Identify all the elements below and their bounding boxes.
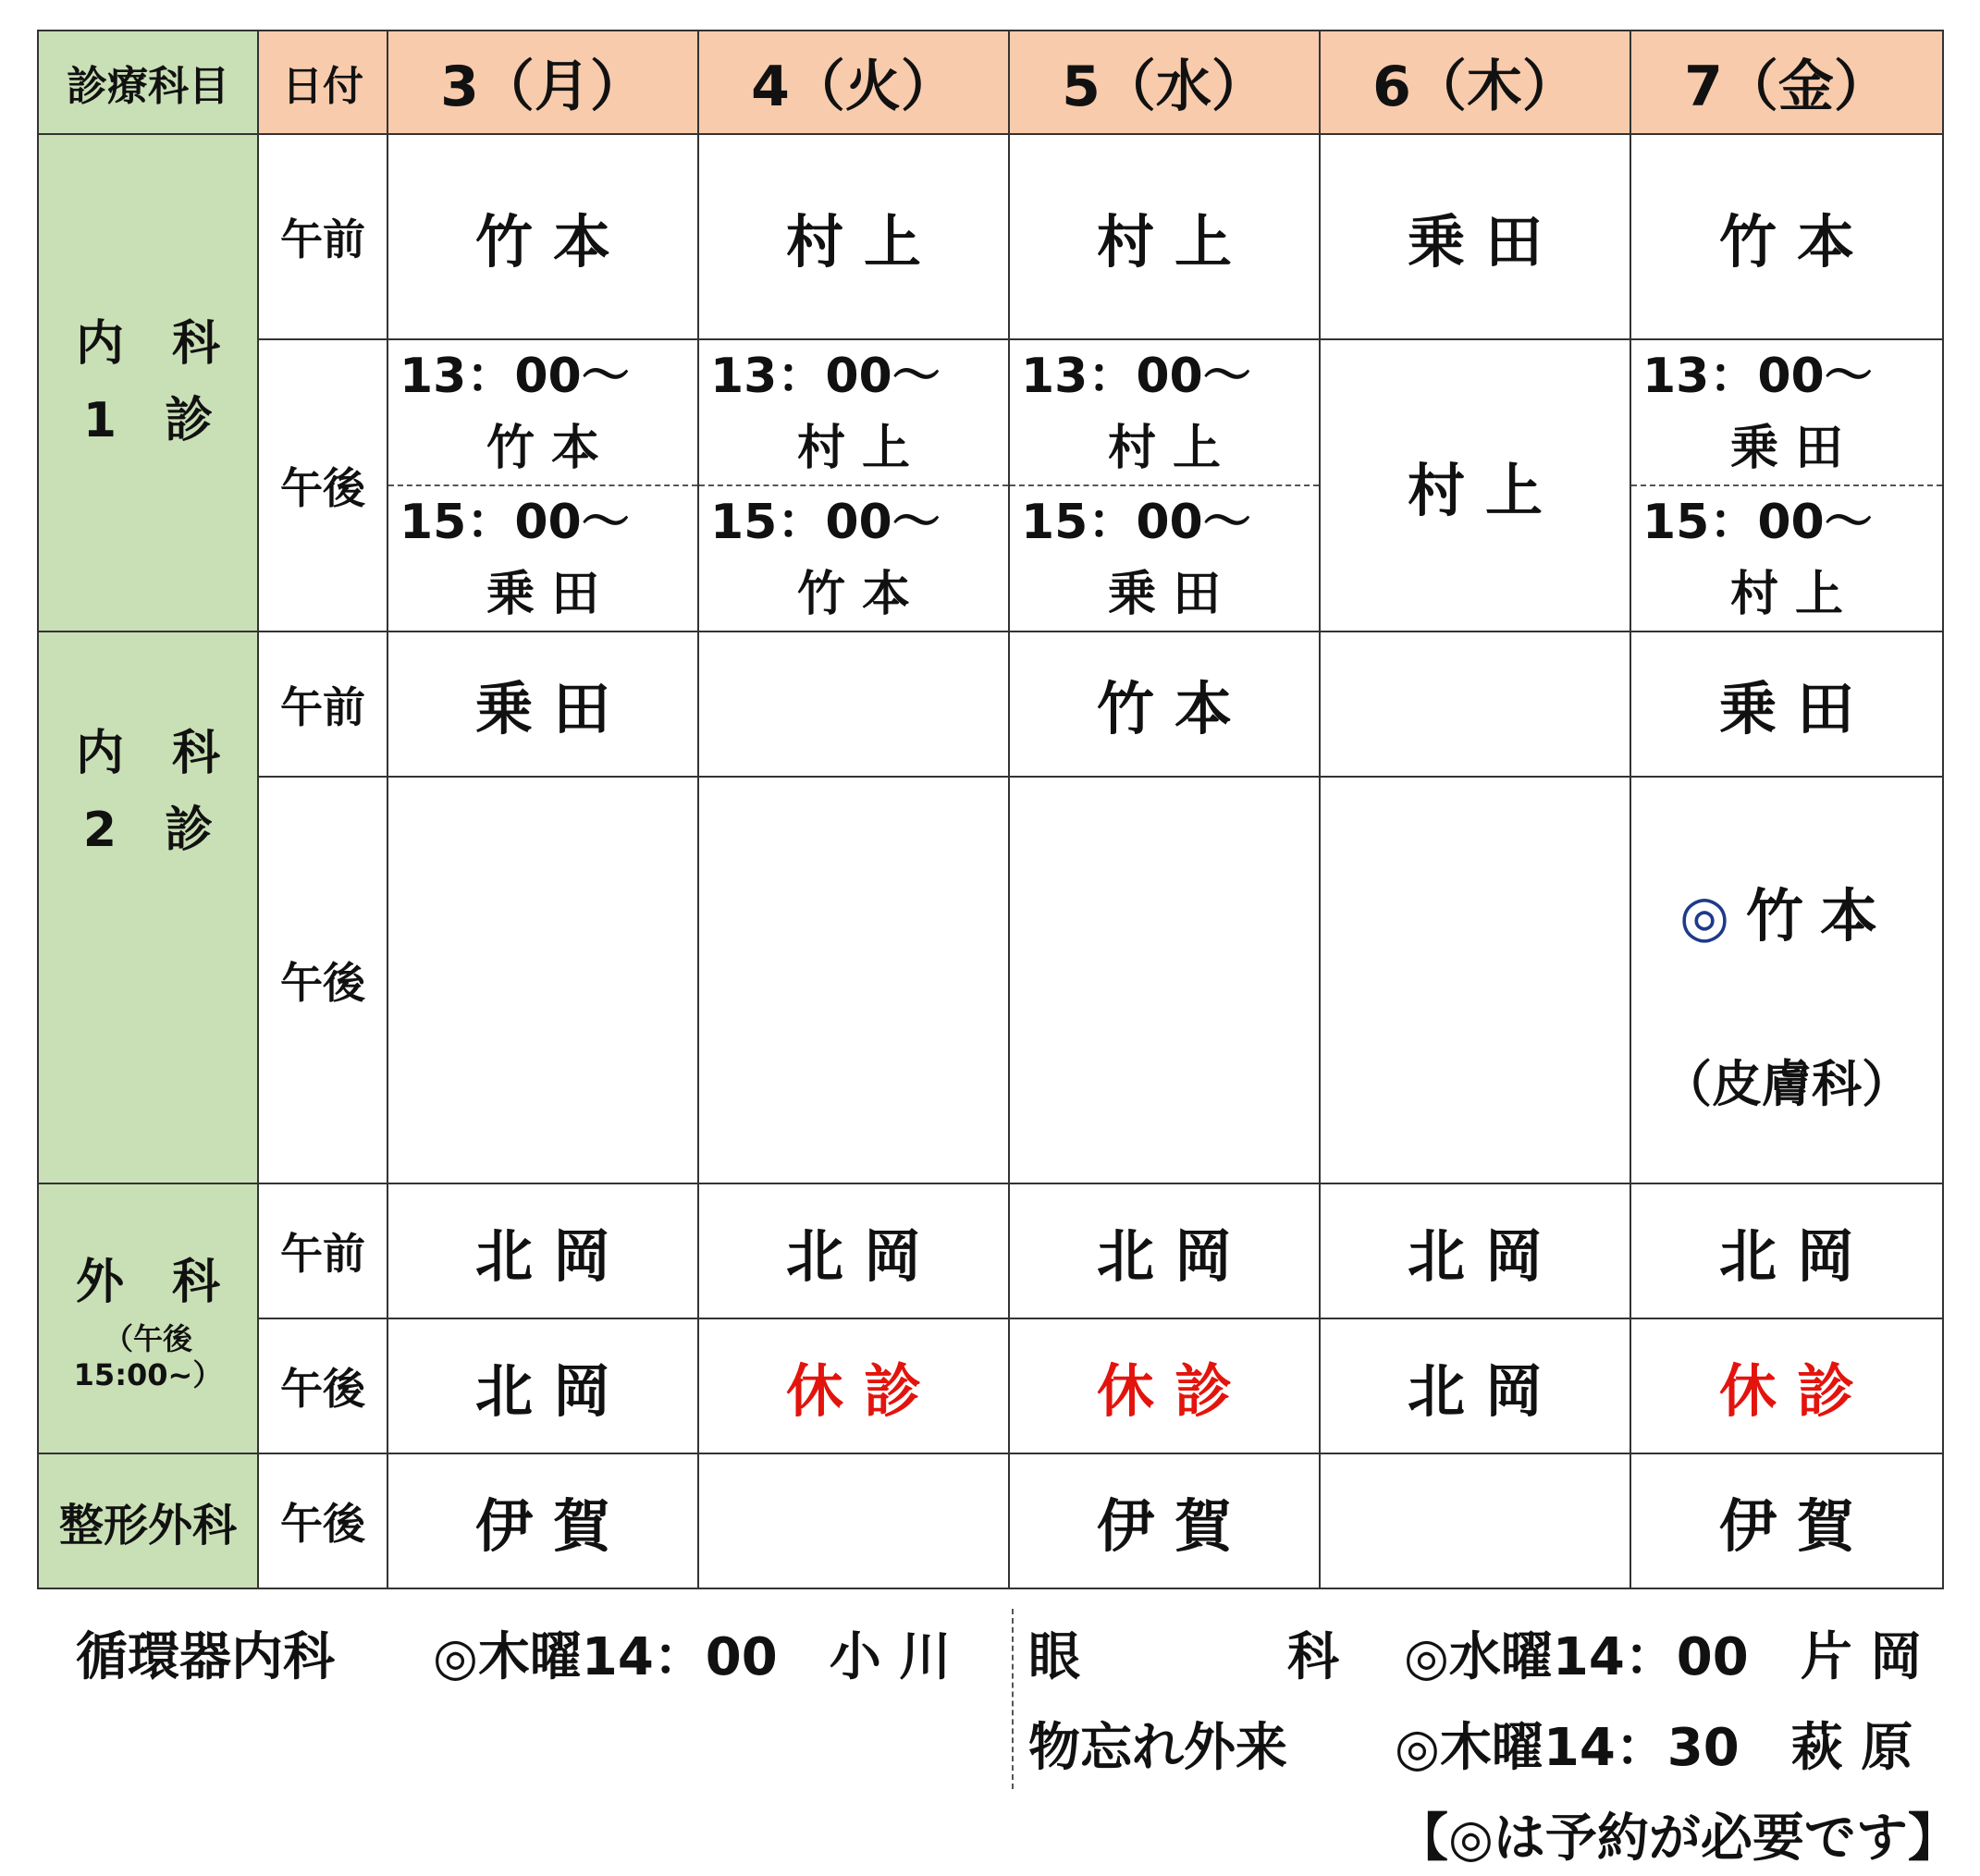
dept-naika1-line2: 1 診 — [82, 393, 214, 448]
ganka-info: ◎水曜14：00 片 岡 — [1404, 1627, 1923, 1687]
ganka-dept: 眼 科 — [1028, 1627, 1339, 1687]
slot-pm: 午後 — [258, 1453, 387, 1588]
naika2-pm-tue — [698, 777, 1009, 1183]
header-row — [38, 31, 1943, 134]
naika2-pm-row — [38, 777, 1943, 1183]
naika1-pm-mon — [387, 339, 698, 631]
naika1-pm-thu: 村上 — [1320, 339, 1630, 631]
geka-am-tue: 北岡 — [698, 1183, 1009, 1318]
date-header: 日付 — [258, 31, 387, 134]
day-header-thu: 6（木） — [1320, 31, 1630, 134]
doctor: 乗田 — [1107, 567, 1237, 622]
dept-header: 診療科目 — [38, 31, 258, 134]
dept-seikei: 整形外科 — [38, 1453, 258, 1588]
geka-pm-row — [38, 1318, 1943, 1453]
dept-naika2-line1: 内 科 — [75, 726, 220, 781]
doctor: 村上 — [1729, 567, 1860, 622]
naika2-am-mon: 乗田 — [387, 631, 698, 777]
footer-divider — [1012, 1609, 1014, 1789]
geka-pm-tue-closed: 休診 — [698, 1318, 1009, 1453]
seikei-pm-thu — [1320, 1453, 1630, 1588]
doctor: 村上 — [796, 421, 927, 476]
naika2-pm-thu — [1320, 777, 1630, 1183]
seikei-pm-fri: 伊賀 — [1630, 1453, 1943, 1588]
junkanki-info: ◎木曜14：00 小 川 — [433, 1627, 952, 1687]
slot-am: 午前 — [258, 1183, 387, 1318]
geka-pm-wed-closed: 休診 — [1009, 1318, 1320, 1453]
naika1-am-row — [38, 134, 1943, 339]
dermatology-note: （皮膚科） — [1662, 1055, 1912, 1113]
naika1-am-wed: 村上 — [1009, 134, 1320, 339]
monowasure-info: ◎木曜14：30 萩 原 — [1395, 1718, 1913, 1778]
naika2-pm-mon — [387, 777, 698, 1183]
naika1-am-mon: 竹本 — [387, 134, 698, 339]
dept-geka-name: 外 科 — [75, 1255, 220, 1311]
time-1500: 15：00～ — [1642, 495, 1873, 550]
junkanki-dept: 循環器内科 — [76, 1627, 335, 1687]
seikei-pm-wed: 伊賀 — [1009, 1453, 1320, 1588]
monowasure-dept: 物忘れ外来 — [1028, 1718, 1287, 1778]
doctor: 竹本 — [486, 421, 616, 476]
time-1300: 13：00～ — [400, 349, 630, 404]
geka-pm-mon: 北岡 — [387, 1318, 698, 1453]
naika1-pm-tue — [698, 339, 1009, 631]
day-header-wed: 5（水） — [1009, 31, 1320, 134]
slot-am: 午前 — [258, 134, 387, 339]
reservation-note: 【◎は予約が必要です】 — [1396, 1809, 1960, 1869]
geka-pm-fri-closed: 休診 — [1630, 1318, 1943, 1453]
day-header-fri: 7（金） — [1630, 31, 1943, 134]
naika2-pm-fri-doctor: 竹本 — [1746, 882, 1895, 950]
dept-naika2 — [38, 631, 258, 1183]
naika2-am-thu — [1320, 631, 1630, 777]
naika1-pm-wed — [1009, 339, 1320, 631]
geka-am-wed: 北岡 — [1009, 1183, 1320, 1318]
dept-naika1 — [38, 134, 258, 631]
naika1-am-fri: 竹本 — [1630, 134, 1943, 339]
time-1300: 13：00～ — [1642, 349, 1873, 404]
dept-geka — [38, 1183, 258, 1453]
seikei-row — [38, 1453, 1943, 1588]
geka-am-row — [38, 1183, 1943, 1318]
day-header-tue: 4（火） — [698, 31, 1009, 134]
naika2-am-row — [38, 631, 1943, 777]
slot-am: 午前 — [258, 631, 387, 777]
naika2-am-fri: 乗田 — [1630, 631, 1943, 777]
doctor: 乗田 — [486, 567, 616, 622]
time-1500: 15：00～ — [1021, 495, 1251, 550]
doctor: 乗田 — [1729, 421, 1860, 476]
naika2-am-tue — [698, 631, 1009, 777]
naika1-pm-row — [38, 339, 1943, 631]
time-1500: 15：00～ — [400, 495, 630, 550]
naika1-am-thu: 乗田 — [1320, 134, 1630, 339]
time-1300: 13：00～ — [1021, 349, 1251, 404]
geka-am-mon: 北岡 — [387, 1183, 698, 1318]
slot-pm: 午後 — [258, 777, 387, 1183]
seikei-pm-mon: 伊賀 — [387, 1453, 698, 1588]
doctor: 竹本 — [796, 567, 927, 622]
time-1500: 15：00～ — [710, 495, 941, 550]
dept-naika1-line1: 内 科 — [75, 315, 220, 372]
naika2-pm-fri — [1630, 777, 1943, 1183]
time-1300: 13：00～ — [710, 349, 941, 404]
geka-am-fri: 北岡 — [1630, 1183, 1943, 1318]
day-header-mon: 3（月） — [387, 31, 698, 134]
slot-pm: 午後 — [258, 1318, 387, 1453]
slot-pm: 午後 — [258, 339, 387, 631]
doctor: 村上 — [1107, 421, 1237, 476]
naika1-am-tue: 村上 — [698, 134, 1009, 339]
reservation-mark-icon: ◎ — [1679, 882, 1747, 950]
geka-pm-thu: 北岡 — [1320, 1318, 1630, 1453]
naika2-am-wed: 竹本 — [1009, 631, 1320, 777]
naika1-pm-fri — [1630, 339, 1943, 631]
dept-naika2-line2: 2 診 — [82, 803, 214, 859]
schedule-table — [37, 30, 1944, 1589]
naika2-pm-wed — [1009, 777, 1320, 1183]
geka-am-thu: 北岡 — [1320, 1183, 1630, 1318]
dept-geka-note: （午後15:00~） — [73, 1321, 223, 1392]
seikei-pm-tue — [698, 1453, 1009, 1588]
